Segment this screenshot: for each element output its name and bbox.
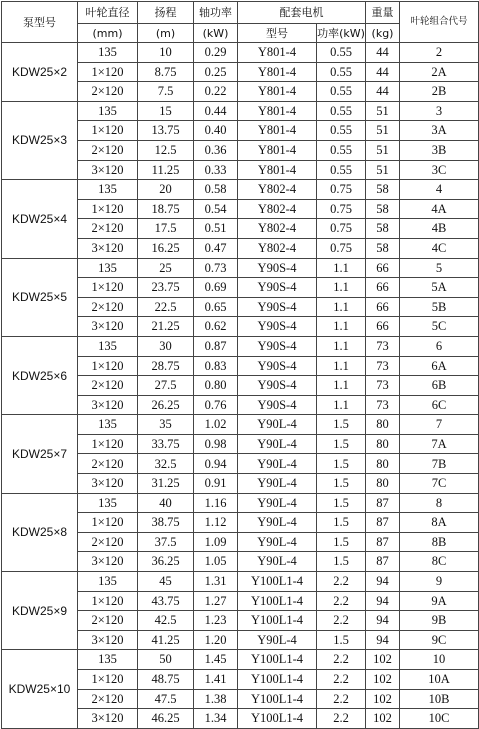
weight-cell: 94 bbox=[366, 572, 400, 592]
impeller-diameter-cell: 3×120 bbox=[78, 160, 138, 180]
weight-cell: 87 bbox=[366, 493, 400, 513]
impeller-diameter-cell: 2×120 bbox=[78, 532, 138, 552]
impeller-code-cell: 7B bbox=[400, 454, 479, 474]
motor-model-cell: Y100L1-4 bbox=[238, 650, 317, 670]
motor-model-cell: Y100L1-4 bbox=[238, 591, 317, 611]
motor-power-cell: 0.55 bbox=[317, 140, 366, 160]
motor-power-cell: 0.75 bbox=[317, 238, 366, 258]
motor-model-cell: Y100L1-4 bbox=[238, 611, 317, 631]
table-row bbox=[2, 572, 479, 592]
weight-cell: 44 bbox=[366, 82, 400, 102]
head-cell: 7.5 bbox=[138, 82, 194, 102]
header-shaft-power-unit: (kW) bbox=[194, 24, 238, 43]
motor-power-cell: 1.5 bbox=[317, 532, 366, 552]
weight-cell: 80 bbox=[366, 434, 400, 454]
impeller-code-cell: 7C bbox=[400, 474, 479, 494]
head-cell: 20 bbox=[138, 180, 194, 200]
head-cell: 27.5 bbox=[138, 376, 194, 396]
impeller-code-cell: 6 bbox=[400, 336, 479, 356]
motor-power-cell: 1.5 bbox=[317, 552, 366, 572]
weight-cell: 73 bbox=[366, 376, 400, 396]
shaft-power-cell: 0.83 bbox=[194, 356, 238, 376]
shaft-power-cell: 0.51 bbox=[194, 219, 238, 239]
pump-spec-table bbox=[1, 1, 479, 729]
shaft-power-cell: 1.31 bbox=[194, 572, 238, 592]
motor-model-cell: Y90L-4 bbox=[238, 474, 317, 494]
impeller-code-cell: 3 bbox=[400, 101, 479, 121]
motor-power-cell: 2.2 bbox=[317, 650, 366, 670]
weight-cell: 94 bbox=[366, 611, 400, 631]
impeller-code-cell: 6A bbox=[400, 356, 479, 376]
motor-power-cell: 0.55 bbox=[317, 82, 366, 102]
motor-power-cell: 2.2 bbox=[317, 689, 366, 709]
pump-model-cell: KDW25×4 bbox=[2, 180, 78, 258]
impeller-diameter-cell: 1×120 bbox=[78, 121, 138, 141]
impeller-code-cell: 8 bbox=[400, 493, 479, 513]
impeller-diameter-cell: 2×120 bbox=[78, 689, 138, 709]
head-cell: 23.75 bbox=[138, 278, 194, 298]
motor-power-cell: 2.2 bbox=[317, 709, 366, 729]
motor-model-cell: Y100L1-4 bbox=[238, 709, 317, 729]
weight-cell: 66 bbox=[366, 297, 400, 317]
head-cell: 47.5 bbox=[138, 689, 194, 709]
table-row bbox=[2, 180, 479, 200]
shaft-power-cell: 0.94 bbox=[194, 454, 238, 474]
motor-power-cell: 1.1 bbox=[317, 336, 366, 356]
impeller-diameter-cell: 3×120 bbox=[78, 395, 138, 415]
impeller-diameter-cell: 1×120 bbox=[78, 434, 138, 454]
head-cell: 46.25 bbox=[138, 709, 194, 729]
weight-cell: 87 bbox=[366, 513, 400, 533]
impeller-code-cell: 10 bbox=[400, 650, 479, 670]
impeller-diameter-cell: 1×120 bbox=[78, 591, 138, 611]
motor-model-cell: Y801-4 bbox=[238, 140, 317, 160]
impeller-diameter-cell: 135 bbox=[78, 180, 138, 200]
head-cell: 18.75 bbox=[138, 199, 194, 219]
weight-cell: 66 bbox=[366, 258, 400, 278]
impeller-code-cell: 5 bbox=[400, 258, 479, 278]
head-cell: 16.25 bbox=[138, 238, 194, 258]
head-cell: 32.5 bbox=[138, 454, 194, 474]
motor-model-cell: Y801-4 bbox=[238, 160, 317, 180]
head-cell: 43.75 bbox=[138, 591, 194, 611]
motor-model-cell: Y90S-4 bbox=[238, 258, 317, 278]
header-impeller-diameter-unit: (mm) bbox=[78, 24, 138, 43]
shaft-power-cell: 0.54 bbox=[194, 199, 238, 219]
motor-model-cell: Y100L1-4 bbox=[238, 670, 317, 690]
motor-model-cell: Y90L-4 bbox=[238, 532, 317, 552]
weight-cell: 94 bbox=[366, 630, 400, 650]
weight-cell: 51 bbox=[366, 160, 400, 180]
shaft-power-cell: 0.25 bbox=[194, 62, 238, 82]
motor-model-cell: Y90S-4 bbox=[238, 336, 317, 356]
header-head: 扬程 bbox=[138, 2, 194, 24]
motor-model-cell: Y801-4 bbox=[238, 82, 317, 102]
impeller-diameter-cell: 135 bbox=[78, 415, 138, 435]
head-cell: 21.25 bbox=[138, 317, 194, 337]
weight-cell: 44 bbox=[366, 43, 400, 63]
shaft-power-cell: 0.36 bbox=[194, 140, 238, 160]
motor-model-cell: Y90S-4 bbox=[238, 317, 317, 337]
shaft-power-cell: 0.87 bbox=[194, 336, 238, 356]
motor-power-cell: 2.2 bbox=[317, 611, 366, 631]
impeller-diameter-cell: 3×120 bbox=[78, 317, 138, 337]
motor-model-cell: Y90S-4 bbox=[238, 356, 317, 376]
motor-model-cell: Y90L-4 bbox=[238, 434, 317, 454]
impeller-code-cell: 10C bbox=[400, 709, 479, 729]
weight-cell: 80 bbox=[366, 454, 400, 474]
pump-model-cell: KDW25×2 bbox=[2, 43, 78, 102]
impeller-code-cell: 8B bbox=[400, 532, 479, 552]
weight-cell: 73 bbox=[366, 395, 400, 415]
shaft-power-cell: 1.38 bbox=[194, 689, 238, 709]
motor-model-cell: Y90S-4 bbox=[238, 297, 317, 317]
motor-model-cell: Y801-4 bbox=[238, 62, 317, 82]
impeller-diameter-cell: 135 bbox=[78, 650, 138, 670]
pump-model-cell: KDW25×9 bbox=[2, 572, 78, 650]
motor-power-cell: 0.55 bbox=[317, 160, 366, 180]
impeller-diameter-cell: 135 bbox=[78, 572, 138, 592]
weight-cell: 66 bbox=[366, 317, 400, 337]
motor-power-cell: 2.2 bbox=[317, 572, 366, 592]
shaft-power-cell: 0.44 bbox=[194, 101, 238, 121]
shaft-power-cell: 0.33 bbox=[194, 160, 238, 180]
impeller-code-cell: 9A bbox=[400, 591, 479, 611]
motor-model-cell: Y801-4 bbox=[238, 43, 317, 63]
impeller-diameter-cell: 1×120 bbox=[78, 62, 138, 82]
head-cell: 15 bbox=[138, 101, 194, 121]
table-header bbox=[2, 2, 479, 43]
motor-model-cell: Y90L-4 bbox=[238, 630, 317, 650]
motor-model-cell: Y90S-4 bbox=[238, 278, 317, 298]
motor-model-cell: Y90L-4 bbox=[238, 415, 317, 435]
impeller-code-cell: 10A bbox=[400, 670, 479, 690]
weight-cell: 102 bbox=[366, 709, 400, 729]
head-cell: 22.5 bbox=[138, 297, 194, 317]
weight-cell: 58 bbox=[366, 199, 400, 219]
head-cell: 10 bbox=[138, 43, 194, 63]
impeller-code-cell: 10B bbox=[400, 689, 479, 709]
impeller-diameter-cell: 2×120 bbox=[78, 376, 138, 396]
motor-power-cell: 1.1 bbox=[317, 258, 366, 278]
pump-model-cell: KDW25×3 bbox=[2, 101, 78, 179]
impeller-diameter-cell: 3×120 bbox=[78, 709, 138, 729]
head-cell: 50 bbox=[138, 650, 194, 670]
weight-cell: 73 bbox=[366, 336, 400, 356]
weight-cell: 87 bbox=[366, 532, 400, 552]
head-cell: 31.25 bbox=[138, 474, 194, 494]
head-cell: 36.25 bbox=[138, 552, 194, 572]
motor-model-cell: Y802-4 bbox=[238, 219, 317, 239]
impeller-code-cell: 6B bbox=[400, 376, 479, 396]
impeller-diameter-cell: 135 bbox=[78, 258, 138, 278]
shaft-power-cell: 0.73 bbox=[194, 258, 238, 278]
header-impeller-diameter: 叶轮直径 bbox=[78, 2, 138, 24]
head-cell: 48.75 bbox=[138, 670, 194, 690]
weight-cell: 51 bbox=[366, 121, 400, 141]
impeller-diameter-cell: 3×120 bbox=[78, 552, 138, 572]
shaft-power-cell: 0.76 bbox=[194, 395, 238, 415]
head-cell: 8.75 bbox=[138, 62, 194, 82]
impeller-code-cell: 2B bbox=[400, 82, 479, 102]
impeller-diameter-cell: 3×120 bbox=[78, 630, 138, 650]
impeller-code-cell: 9B bbox=[400, 611, 479, 631]
head-cell: 26.25 bbox=[138, 395, 194, 415]
impeller-diameter-cell: 2×120 bbox=[78, 454, 138, 474]
motor-model-cell: Y90S-4 bbox=[238, 376, 317, 396]
motor-power-cell: 2.2 bbox=[317, 670, 366, 690]
impeller-code-cell: 3B bbox=[400, 140, 479, 160]
header-impeller-code: 叶轮组合代号 bbox=[400, 2, 479, 43]
impeller-code-cell: 8A bbox=[400, 513, 479, 533]
head-cell: 13.75 bbox=[138, 121, 194, 141]
weight-cell: 58 bbox=[366, 219, 400, 239]
motor-power-cell: 0.75 bbox=[317, 219, 366, 239]
header-motor: 配套电机 bbox=[238, 2, 366, 24]
impeller-code-cell: 2A bbox=[400, 62, 479, 82]
shaft-power-cell: 1.16 bbox=[194, 493, 238, 513]
motor-power-cell: 1.5 bbox=[317, 454, 366, 474]
impeller-code-cell: 3A bbox=[400, 121, 479, 141]
impeller-diameter-cell: 1×120 bbox=[78, 278, 138, 298]
shaft-power-cell: 0.80 bbox=[194, 376, 238, 396]
head-cell: 25 bbox=[138, 258, 194, 278]
head-cell: 45 bbox=[138, 572, 194, 592]
head-cell: 17.5 bbox=[138, 219, 194, 239]
impeller-diameter-cell: 135 bbox=[78, 336, 138, 356]
motor-power-cell: 1.1 bbox=[317, 356, 366, 376]
shaft-power-cell: 0.22 bbox=[194, 82, 238, 102]
motor-power-cell: 1.5 bbox=[317, 474, 366, 494]
head-cell: 40 bbox=[138, 493, 194, 513]
weight-cell: 102 bbox=[366, 650, 400, 670]
header-pump-model: 泵型号 bbox=[2, 2, 78, 43]
impeller-code-cell: 9C bbox=[400, 630, 479, 650]
shaft-power-cell: 1.12 bbox=[194, 513, 238, 533]
motor-power-cell: 1.1 bbox=[317, 317, 366, 337]
header-motor-model: 型号 bbox=[238, 24, 317, 43]
impeller-diameter-cell: 2×120 bbox=[78, 611, 138, 631]
header-motor-power: 功率(kW) bbox=[317, 24, 366, 43]
impeller-code-cell: 6C bbox=[400, 395, 479, 415]
weight-cell: 80 bbox=[366, 474, 400, 494]
motor-power-cell: 0.55 bbox=[317, 43, 366, 63]
impeller-code-cell: 5C bbox=[400, 317, 479, 337]
shaft-power-cell: 1.02 bbox=[194, 415, 238, 435]
impeller-code-cell: 4 bbox=[400, 180, 479, 200]
header-weight-unit: (kg) bbox=[366, 24, 400, 43]
shaft-power-cell: 0.29 bbox=[194, 43, 238, 63]
motor-power-cell: 0.55 bbox=[317, 101, 366, 121]
impeller-code-cell: 5A bbox=[400, 278, 479, 298]
head-cell: 30 bbox=[138, 336, 194, 356]
impeller-diameter-cell: 1×120 bbox=[78, 199, 138, 219]
impeller-diameter-cell: 1×120 bbox=[78, 356, 138, 376]
shaft-power-cell: 0.91 bbox=[194, 474, 238, 494]
impeller-diameter-cell: 2×120 bbox=[78, 82, 138, 102]
table-row bbox=[2, 336, 479, 356]
shaft-power-cell: 1.34 bbox=[194, 709, 238, 729]
pump-model-cell: KDW25×10 bbox=[2, 650, 78, 728]
motor-model-cell: Y90S-4 bbox=[238, 395, 317, 415]
impeller-diameter-cell: 2×120 bbox=[78, 219, 138, 239]
shaft-power-cell: 1.20 bbox=[194, 630, 238, 650]
motor-model-cell: Y802-4 bbox=[238, 199, 317, 219]
weight-cell: 94 bbox=[366, 591, 400, 611]
motor-power-cell: 0.75 bbox=[317, 180, 366, 200]
shaft-power-cell: 1.23 bbox=[194, 611, 238, 631]
head-cell: 12.5 bbox=[138, 140, 194, 160]
impeller-diameter-cell: 1×120 bbox=[78, 513, 138, 533]
motor-power-cell: 0.75 bbox=[317, 199, 366, 219]
pump-model-cell: KDW25×6 bbox=[2, 336, 78, 414]
shaft-power-cell: 0.58 bbox=[194, 180, 238, 200]
weight-cell: 58 bbox=[366, 238, 400, 258]
impeller-code-cell: 3C bbox=[400, 160, 479, 180]
shaft-power-cell: 1.09 bbox=[194, 532, 238, 552]
header-head-unit: (m) bbox=[138, 24, 194, 43]
table-row bbox=[2, 493, 479, 513]
shaft-power-cell: 0.65 bbox=[194, 297, 238, 317]
impeller-diameter-cell: 135 bbox=[78, 493, 138, 513]
motor-model-cell: Y90L-4 bbox=[238, 454, 317, 474]
motor-model-cell: Y90L-4 bbox=[238, 552, 317, 572]
pump-model-cell: KDW25×7 bbox=[2, 415, 78, 493]
weight-cell: 44 bbox=[366, 62, 400, 82]
motor-model-cell: Y802-4 bbox=[238, 238, 317, 258]
motor-power-cell: 0.55 bbox=[317, 121, 366, 141]
pump-model-cell: KDW25×5 bbox=[2, 258, 78, 336]
motor-power-cell: 1.5 bbox=[317, 415, 366, 435]
motor-power-cell: 1.1 bbox=[317, 297, 366, 317]
weight-cell: 66 bbox=[366, 278, 400, 298]
shaft-power-cell: 0.69 bbox=[194, 278, 238, 298]
motor-power-cell: 1.1 bbox=[317, 376, 366, 396]
impeller-diameter-cell: 3×120 bbox=[78, 238, 138, 258]
header-weight: 重量 bbox=[366, 2, 400, 24]
impeller-code-cell: 2 bbox=[400, 43, 479, 63]
weight-cell: 102 bbox=[366, 689, 400, 709]
head-cell: 41.25 bbox=[138, 630, 194, 650]
weight-cell: 80 bbox=[366, 415, 400, 435]
weight-cell: 73 bbox=[366, 356, 400, 376]
impeller-code-cell: 7 bbox=[400, 415, 479, 435]
motor-model-cell: Y90L-4 bbox=[238, 513, 317, 533]
weight-cell: 58 bbox=[366, 180, 400, 200]
impeller-code-cell: 8C bbox=[400, 552, 479, 572]
head-cell: 42.5 bbox=[138, 611, 194, 631]
motor-model-cell: Y90L-4 bbox=[238, 493, 317, 513]
motor-power-cell: 1.1 bbox=[317, 395, 366, 415]
table-row bbox=[2, 650, 479, 670]
shaft-power-cell: 1.41 bbox=[194, 670, 238, 690]
weight-cell: 87 bbox=[366, 552, 400, 572]
head-cell: 11.25 bbox=[138, 160, 194, 180]
shaft-power-cell: 0.98 bbox=[194, 434, 238, 454]
shaft-power-cell: 0.62 bbox=[194, 317, 238, 337]
table-row bbox=[2, 258, 479, 278]
motor-model-cell: Y801-4 bbox=[238, 121, 317, 141]
weight-cell: 51 bbox=[366, 101, 400, 121]
head-cell: 35 bbox=[138, 415, 194, 435]
impeller-diameter-cell: 2×120 bbox=[78, 140, 138, 160]
weight-cell: 51 bbox=[366, 140, 400, 160]
head-cell: 37.5 bbox=[138, 532, 194, 552]
motor-power-cell: 1.5 bbox=[317, 434, 366, 454]
motor-power-cell: 1.5 bbox=[317, 493, 366, 513]
impeller-diameter-cell: 1×120 bbox=[78, 670, 138, 690]
motor-model-cell: Y100L1-4 bbox=[238, 572, 317, 592]
impeller-code-cell: 4B bbox=[400, 219, 479, 239]
table-row bbox=[2, 101, 479, 121]
shaft-power-cell: 1.05 bbox=[194, 552, 238, 572]
impeller-diameter-cell: 135 bbox=[78, 43, 138, 63]
head-cell: 28.75 bbox=[138, 356, 194, 376]
impeller-diameter-cell: 135 bbox=[78, 101, 138, 121]
pump-model-cell: KDW25×8 bbox=[2, 493, 78, 571]
head-cell: 33.75 bbox=[138, 434, 194, 454]
shaft-power-cell: 0.40 bbox=[194, 121, 238, 141]
motor-power-cell: 0.55 bbox=[317, 62, 366, 82]
shaft-power-cell: 0.47 bbox=[194, 238, 238, 258]
impeller-code-cell: 9 bbox=[400, 572, 479, 592]
motor-power-cell: 1.5 bbox=[317, 513, 366, 533]
weight-cell: 102 bbox=[366, 670, 400, 690]
shaft-power-cell: 1.27 bbox=[194, 591, 238, 611]
impeller-code-cell: 4C bbox=[400, 238, 479, 258]
motor-power-cell: 1.1 bbox=[317, 278, 366, 298]
head-cell: 38.75 bbox=[138, 513, 194, 533]
table-row bbox=[2, 43, 479, 63]
shaft-power-cell: 1.45 bbox=[194, 650, 238, 670]
impeller-code-cell: 4A bbox=[400, 199, 479, 219]
motor-model-cell: Y802-4 bbox=[238, 180, 317, 200]
table-row bbox=[2, 415, 479, 435]
header-shaft-power: 轴功率 bbox=[194, 2, 238, 24]
impeller-code-cell: 5B bbox=[400, 297, 479, 317]
impeller-code-cell: 7A bbox=[400, 434, 479, 454]
motor-power-cell: 2.2 bbox=[317, 591, 366, 611]
motor-model-cell: Y100L1-4 bbox=[238, 689, 317, 709]
motor-power-cell: 1.5 bbox=[317, 630, 366, 650]
impeller-diameter-cell: 2×120 bbox=[78, 297, 138, 317]
motor-model-cell: Y801-4 bbox=[238, 101, 317, 121]
table-body bbox=[2, 43, 479, 729]
impeller-diameter-cell: 3×120 bbox=[78, 474, 138, 494]
